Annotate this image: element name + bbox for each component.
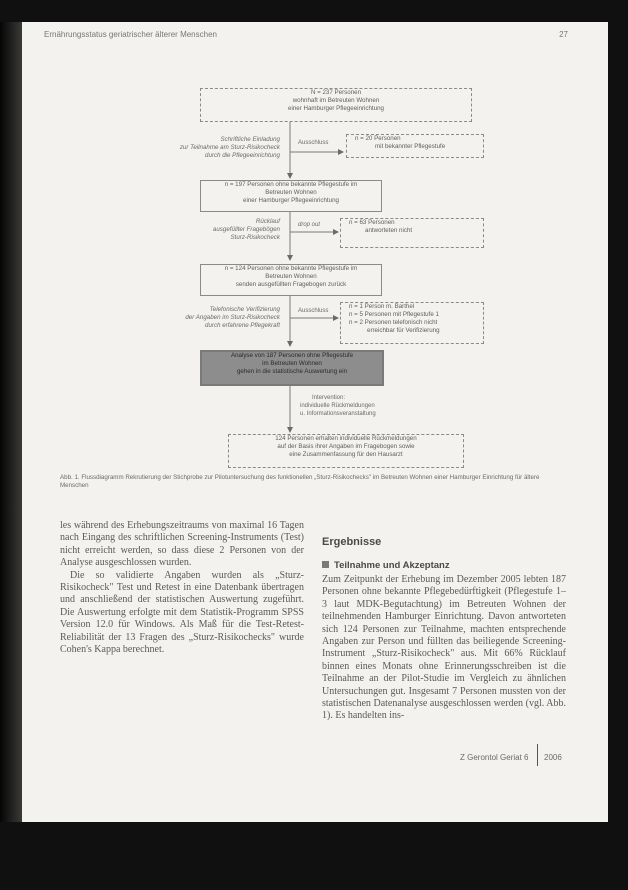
flow-text: senden ausgefüllten Fragebogen zurück — [235, 281, 347, 288]
flow-text: n = 63 Personen — [349, 219, 395, 226]
footer-year: 2006 — [544, 753, 562, 762]
running-head-page-number: 27 — [559, 30, 568, 39]
flow-text: gehen in die statistische Auswertung ein — [236, 368, 348, 375]
flow-text: Analyse von 187 Personen ohne Pflegestufe — [230, 352, 354, 359]
flow-text: n = 2 Personen telefonisch nicht — [349, 319, 438, 326]
footer-divider — [537, 744, 538, 766]
flow-text: auf der Basis ihrer Angaben im Fragebogen sowie — [277, 443, 415, 450]
flow-text: der Angaben im Sturz-Risikocheck — [185, 314, 280, 321]
flow-text: Betreuten Wohnen — [265, 189, 317, 196]
flow-text: Sturz-Risikocheck — [230, 234, 280, 241]
flow-text: Rücklauf — [255, 218, 280, 225]
flow-box-eligible — [200, 180, 382, 212]
flow-text: individuelle Rückmeldungen — [300, 403, 375, 409]
figure-caption: Abb. 1. Flussdiagramm Rekrutierung der Stichprobe zur Pilotuntersuchung des funktionellen „Sturz-Risikochecks" im Betreuten Wohnen einer Hamburger Einrichtung für ältere Menschen — [60, 474, 540, 489]
flow-text: mit bekannter Pflegestufe — [375, 143, 446, 150]
flow-label-returns — [150, 218, 280, 242]
flow-label-invitation — [140, 136, 280, 160]
subsection-title-text: Teilnahme und Akzeptanz — [334, 560, 450, 571]
flow-text: Intervention: — [312, 395, 346, 401]
flow-text: zur Teilnahme am Sturz-Risikocheck — [179, 144, 280, 151]
flow-text: 124 Personen erhalten individuelle Rückmeldungen — [275, 435, 417, 442]
flow-box-feedback — [228, 434, 464, 468]
flow-side-box-nonresponders — [340, 218, 484, 248]
flow-exclusion-label: Ausschluss — [298, 308, 329, 314]
flow-text: Telefonische Verifizierung — [209, 306, 280, 313]
flow-text: antworteten nicht — [365, 227, 413, 234]
flow-label-verification — [140, 306, 280, 330]
flow-text: wohnhaft im Betreuten Wohnen — [292, 97, 380, 104]
left-text-column — [60, 520, 304, 656]
flow-text: n = 5 Personen mit Pflegestufe 1 — [349, 311, 439, 318]
flow-label-intervention — [300, 394, 376, 418]
flow-text: durch die Pflegeeinrichtung — [205, 152, 280, 159]
flow-text: durch erfahrene Pflegekraft — [205, 322, 280, 329]
paragraph: les während des Erhebungszeitraums von maximal 16 Tagen nach Eingang des schriftlichen Screening-Instruments (Test) nicht erreicht werden, so dass diese 2 Personen von der Analyse ausgeschlossen wurden. — [60, 520, 304, 569]
flow-text: Betreuten Wohnen — [265, 273, 317, 280]
flow-box-total-population — [200, 88, 472, 122]
flow-exclusion-label: Ausschluss — [298, 140, 329, 146]
flow-text: Schriftliche Einladung — [220, 136, 280, 143]
section-title: Ergebnisse — [322, 536, 382, 548]
flow-text: eine Zusammenfassung für den Hausarzt — [289, 451, 403, 458]
flow-side-box-excluded-after-verification — [340, 302, 484, 344]
flow-dropout-label: drop out — [298, 222, 321, 228]
flow-text: im Betreuten Wohnen — [262, 360, 322, 367]
flow-text: einer Hamburger Pflegeeinrichtung — [288, 105, 384, 112]
paragraph: Zum Zeitpunkt der Erhebung im Dezember 2005 lebten 187 Personen ohne bekannte Pflegebedürftigkeit (Pflegestufe 1–3 laut MDK-Begutachtung) im Betreuten Wohnen der teilnehmenden Hamburger Einrichtung. Davon antworteten sich 124 Personen zur Teilnahme, machten entsprechende Angaben zur Person und füllten das beiliegende Screening-Instrument „Sturz-Risikocheck" aus. Mit 66% Rücklauf binnen eines Monats ohne Erinnerungsschreiben ist die Teilnahme an der Pilot-Studie im Vergleich zu ähnlichen Untersuchungen gut. Insgesamt 7 Personen mussten von der statistischen Datenanalyse ausgeschlossen werden (vgl. Abb. 1). Es handelten ins- — [322, 574, 566, 722]
bullet-square-icon — [322, 561, 329, 568]
flow-text: einer Hamburger Pflegeeinrichtung — [243, 197, 339, 204]
flow-text: n = 124 Personen ohne bekannte Pflegestufe im — [224, 265, 358, 272]
flow-text: N = 237 Personen — [310, 89, 362, 96]
flow-text: u. Informationsveranstaltung — [300, 411, 376, 417]
subsection-title — [322, 560, 450, 571]
flow-text: erreichbar für Verifizierung — [367, 327, 440, 334]
flow-text: n = 20 Personen — [355, 135, 401, 142]
flow-text: n = 1 Person m. Barthel — [349, 303, 415, 310]
flow-side-box-excluded-care-level — [346, 134, 484, 158]
flow-box-analysis-sample — [200, 350, 384, 386]
flow-text: ausgefüllter Fragebögen — [212, 226, 280, 233]
right-text-column — [322, 574, 566, 723]
paragraph: Die so validierte Angaben wurden als „Sturz-Risikocheck" Test und Retest in eine Datenbank übertragen und anschließend der statistischen Auswertung zugeführt. Die Auswertung erfolgte mit dem Statistik-Programm SPSS Version 12.0 für Windows. Als Maß für die Test-Retest-Reliabilität der 13 Fragen des „Sturz-Risikochecks" wurde Cohen's Kappa berechnet. — [60, 569, 304, 656]
flow-text: n = 197 Personen ohne bekannte Pflegestufe im — [224, 181, 358, 188]
footer-journal: Z Gerontol Geriat 6 — [460, 753, 529, 762]
running-head-title: Ernährungsstatus geriatrischer älterer Menschen — [44, 30, 217, 39]
flow-box-responders — [200, 264, 382, 296]
